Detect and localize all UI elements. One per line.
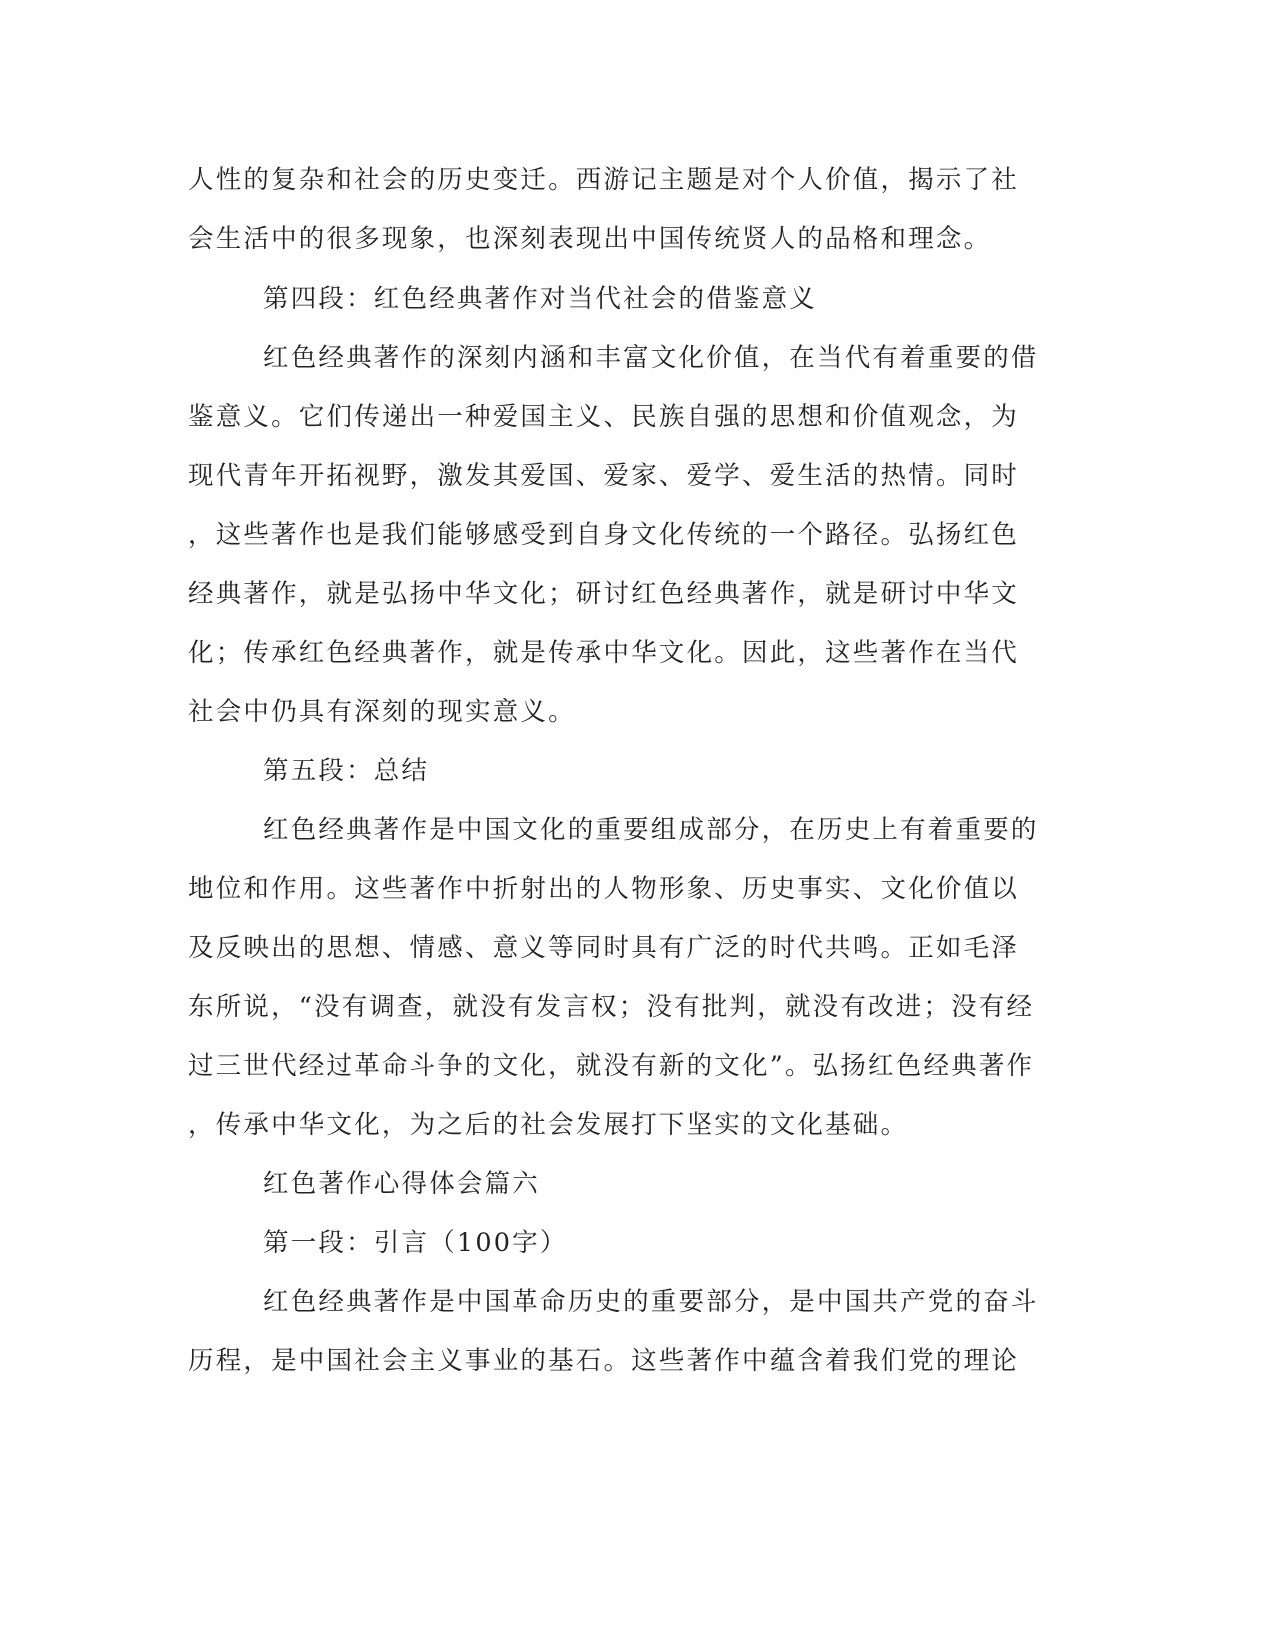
- body-line: 红色经典著作是中国革命历史的重要部分，是中国共产党的奋斗: [263, 1287, 1039, 1317]
- body-line: 历程，是中国社会主义事业的基石。这些著作中蕴含着我们党的理论: [188, 1346, 1020, 1376]
- body-line: 社会中仍具有深刻的现实意义。: [188, 697, 576, 727]
- body-line: 经典著作，就是弘扬中华文化；研讨红色经典著作，就是研讨中华文: [188, 579, 1020, 609]
- body-line: 会生活中的很多现象，也深刻表现出中国传统贤人的品格和理念。: [188, 224, 992, 254]
- body-line: ，这些著作也是我们能够感受到自身文化传统的一个路径。弘扬红色: [188, 520, 1020, 550]
- body-line: 及反映出的思想、情感、意义等同时具有广泛的时代共鸣。正如毛泽: [188, 933, 1020, 963]
- body-line: 人性的复杂和社会的历史变迁。西游记主题是对个人价值，揭示了社: [188, 165, 1020, 195]
- article-title: 红色著作心得体会篇六: [263, 1169, 541, 1199]
- body-line: 地位和作用。这些著作中折射出的人物形象、历史事实、文化价值以: [188, 874, 1020, 904]
- body-line: 东所说，“没有调查，就没有发言权；没有批判，就没有改进；没有经: [188, 992, 1035, 1022]
- body-line: 现代青年开拓视野，激发其爱国、爱家、爱学、爱生活的热情。同时: [188, 461, 1020, 491]
- section-heading-1: 第一段：引言（100字）: [263, 1228, 568, 1258]
- body-line: 红色经典著作是中国文化的重要组成部分，在历史上有着重要的: [263, 815, 1039, 845]
- body-line: ，传承中华文化，为之后的社会发展打下坚实的文化基础。: [188, 1110, 909, 1140]
- section-heading-5: 第五段：总结: [263, 756, 430, 786]
- body-line: 鉴意义。它们传递出一种爱国主义、民族自强的思想和价值观念，为: [188, 402, 1020, 432]
- body-line: 过三世代经过革命斗争的文化，就没有新的文化”。弘扬红色经典著作: [188, 1051, 1035, 1081]
- section-heading-4: 第四段：红色经典著作对当代社会的借鉴意义: [263, 284, 818, 314]
- body-line: 化；传承红色经典著作，就是传承中华文化。因此，这些著作在当代: [188, 638, 1020, 668]
- body-line: 红色经典著作的深刻内涵和丰富文化价值，在当代有着重要的借: [263, 343, 1039, 373]
